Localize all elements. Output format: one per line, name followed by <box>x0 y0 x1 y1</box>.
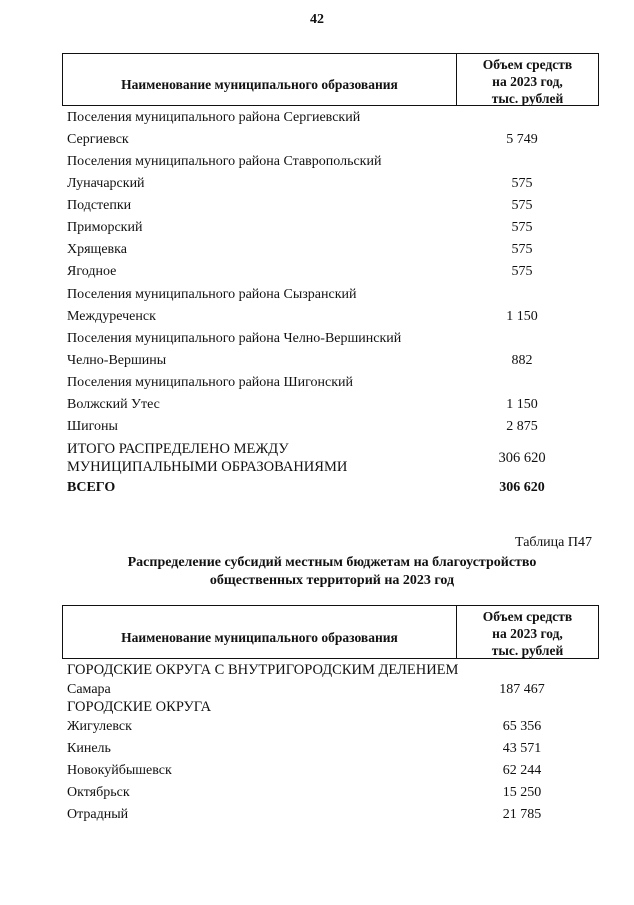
row-name: Поселения муниципального района Шигонский <box>67 375 354 390</box>
table1-row <box>67 373 599 393</box>
table2-title-line2: общественных территорий на 2023 год <box>209 573 455 588</box>
row-name: Приморский <box>67 220 143 235</box>
row-value: 2 875 <box>506 419 538 434</box>
page-number: 42 <box>310 12 324 27</box>
table2-row <box>67 761 599 781</box>
row-name: Междуреченск <box>67 309 156 324</box>
row-name: ГОРОДСКИЕ ОКРУГА <box>67 699 212 715</box>
total-distributed-label-line2: МУНИЦИПАЛЬНЫМИ ОБРАЗОВАНИЯМИ <box>67 459 348 475</box>
row-name: Жигулевск <box>67 719 132 734</box>
total-distributed-row <box>67 439 599 479</box>
table2-row <box>67 739 599 759</box>
table2-header-name: Наименование муниципального образования <box>63 606 457 658</box>
table2-header <box>62 605 599 659</box>
grand-total-row <box>67 478 599 498</box>
row-name: ГОРОДСКИЕ ОКРУГА С ВНУТРИГОРОДСКИМ ДЕЛЕНИЕМ <box>67 662 459 678</box>
row-value: 21 785 <box>502 807 542 822</box>
table2-title <box>0 554 634 590</box>
row-name: Луначарский <box>67 176 145 191</box>
table2-header-volume-line1: Объем средств <box>482 609 573 624</box>
table1-row <box>67 108 599 128</box>
table2-header-volume-line2: на 2023 год, <box>492 626 563 641</box>
table1-header-volume-line2: на 2023 год, <box>492 74 563 89</box>
row-value: 575 <box>511 264 533 279</box>
table2-title-line1: Распределение субсидий местным бюджетам на благоустройство <box>127 555 537 570</box>
row-value: 1 150 <box>506 397 538 412</box>
table1-row <box>67 152 599 172</box>
table1-row <box>67 196 599 216</box>
row-value: 575 <box>511 242 533 257</box>
table1-row <box>67 174 599 194</box>
table1-header-name: Наименование муниципального образования <box>63 54 457 105</box>
table1-header-volume-line3: тыс. рублей <box>491 91 564 106</box>
grand-total-value: 306 620 <box>499 480 545 495</box>
table2-header-volume-line3: тыс. рублей <box>491 643 564 658</box>
row-value: 575 <box>511 176 533 191</box>
row-value: 575 <box>511 198 533 213</box>
table1-header <box>62 53 599 106</box>
row-value: 65 356 <box>502 719 542 734</box>
table1-row <box>67 417 599 437</box>
table2-row <box>67 805 599 825</box>
table1-row <box>67 285 599 305</box>
table1-row <box>67 395 599 415</box>
row-value: 1 150 <box>506 309 538 324</box>
table1-row <box>67 351 599 371</box>
table1-row <box>67 130 599 150</box>
table1-header-volume <box>457 54 598 105</box>
table2-row <box>67 783 599 803</box>
row-value: 15 250 <box>502 785 542 800</box>
row-name: Поселения муниципального района Сызранский <box>67 287 357 302</box>
table1-header-volume-line1: Объем средств <box>482 57 573 72</box>
row-value: 575 <box>511 220 533 235</box>
row-name: Челно-Вершины <box>67 353 167 368</box>
row-name: Подстепки <box>67 198 132 213</box>
row-value: 5 749 <box>506 132 538 147</box>
row-name: Ягодное <box>67 264 117 279</box>
table1-row <box>67 329 599 349</box>
total-distributed-label-line1: ИТОГО РАСПРЕДЕЛЕНО МЕЖДУ <box>67 441 289 457</box>
row-name: Шигоны <box>67 419 118 434</box>
row-name: Поселения муниципального района Челно-Вершинский <box>67 331 402 346</box>
table2-row <box>67 717 599 737</box>
table1-row <box>67 240 599 260</box>
row-value: 882 <box>511 353 533 368</box>
row-name: Поселения муниципального района Ставропольский <box>67 154 382 169</box>
row-value: 187 467 <box>499 682 545 697</box>
row-name: Отрадный <box>67 807 129 822</box>
table2-row <box>67 697 599 717</box>
table1-row <box>67 307 599 327</box>
row-name: Хрящевка <box>67 242 127 257</box>
row-name: Волжский Утес <box>67 397 160 412</box>
grand-total-label: ВСЕГО <box>67 480 116 495</box>
table2-number: Таблица П47 <box>515 535 592 550</box>
row-name: Сергиевск <box>67 132 129 147</box>
row-value: 62 244 <box>502 763 542 778</box>
table2-header-volume <box>457 606 598 658</box>
row-value: 43 571 <box>502 741 542 756</box>
row-name: Новокуйбышевск <box>67 763 172 778</box>
total-distributed-value: 306 620 <box>498 450 546 466</box>
row-name: Поселения муниципального района Сергиевский <box>67 110 361 125</box>
row-name: Кинель <box>67 741 111 756</box>
row-name: Октябрьск <box>67 785 130 800</box>
table2-row <box>67 660 599 680</box>
table1-row <box>67 262 599 282</box>
row-name: Самара <box>67 682 111 697</box>
table1-row <box>67 218 599 238</box>
